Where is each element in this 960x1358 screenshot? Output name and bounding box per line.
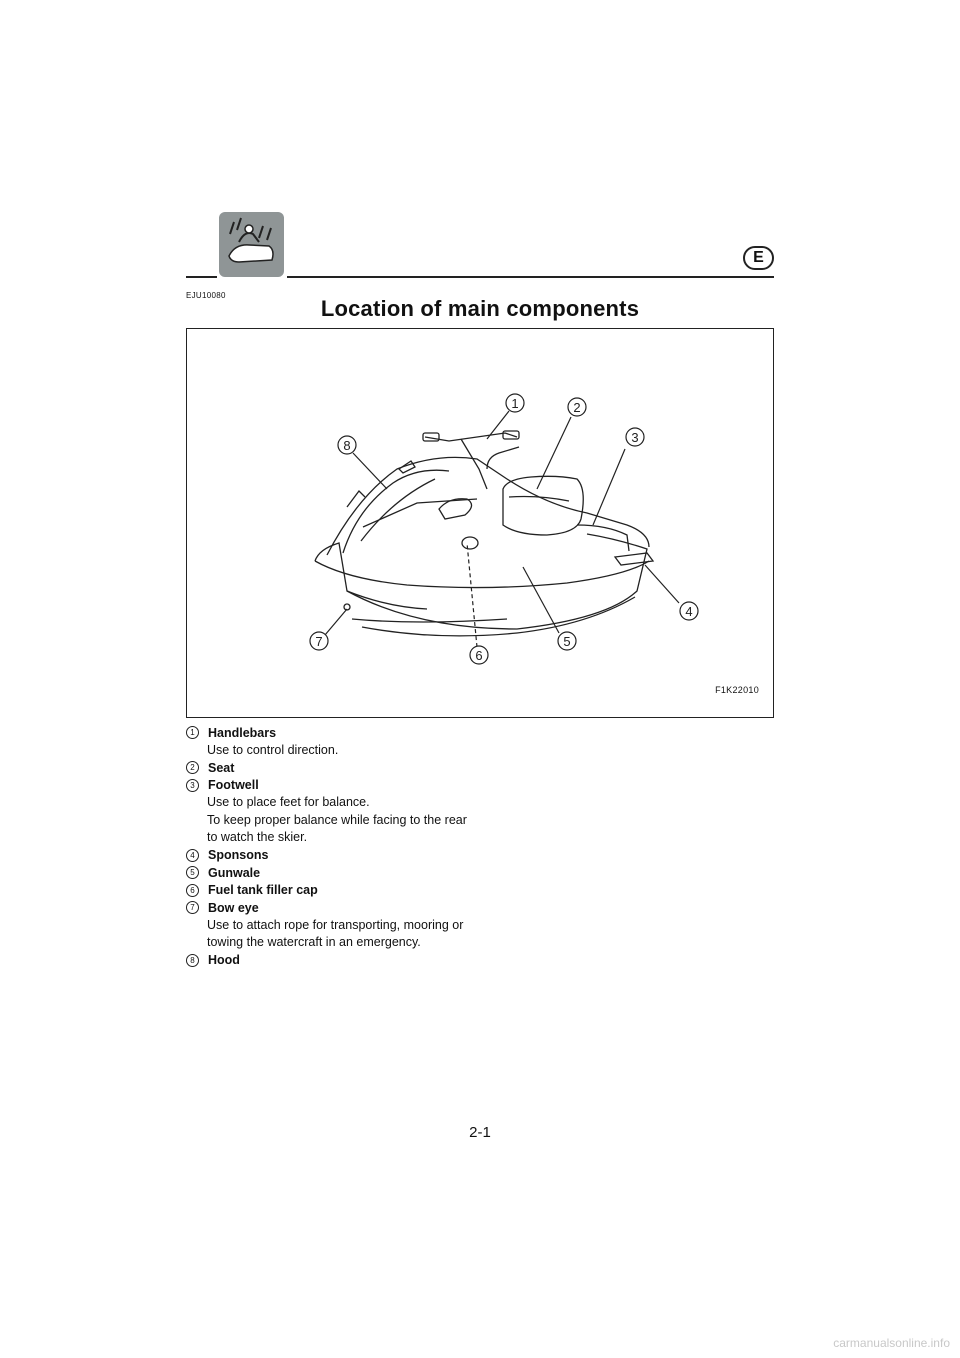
legend-item [186,759,506,777]
legend-item [186,864,506,882]
legend-label: Seat [208,760,235,775]
legend-label: Hood [208,953,240,968]
figure-code: F1K22010 [715,685,759,695]
legend-item [186,952,506,970]
callout-label: 4 [685,604,693,619]
legend-description: Use to control direction. [207,742,339,757]
component-legend [186,724,506,969]
legend-item [186,777,506,847]
legend-item [186,847,506,865]
legend-description: towing the watercraft in an emergency. [207,935,421,949]
legend-label: Handlebars [208,725,277,740]
legend-description: Use to place feet for balance. [207,795,370,809]
legend-number: 4 [186,849,199,862]
legend-number: 7 [186,901,199,914]
legend-description: To keep proper balance while facing to the rear [207,812,467,827]
legend-number: 6 [186,884,199,897]
document-code: EJU10080 [186,291,226,300]
callout-label: 8 [343,438,351,453]
callout-label: 3 [631,430,639,445]
watercraft-illustration [187,329,775,719]
header-rule [287,276,774,278]
watercraft-rider-icon [219,212,284,277]
legend-number: 2 [186,761,199,774]
callout-label: 5 [563,634,571,649]
callout-label: 6 [475,648,483,663]
legend-item [186,724,506,759]
page-title: Location of main components [320,296,640,321]
legend-label: Gunwale [208,865,261,880]
legend-description: Use to attach rope for transporting, mooring or [207,917,464,932]
legend-item [186,899,506,952]
legend-label: Footwell [208,778,259,793]
callout-label: 7 [315,634,323,649]
callout-label: 2 [573,400,581,415]
legend-number: 3 [186,779,199,792]
legend-number: 5 [186,866,199,879]
callout-label: 1 [511,396,519,411]
legend-label: Bow eye [208,900,259,915]
header-rule [186,276,217,278]
language-badge: E [743,246,774,270]
component-figure [186,328,774,718]
page-number: 2-1 [469,1124,491,1141]
legend-number: 1 [186,726,199,739]
legend-label: Sponsons [208,848,269,863]
legend-number: 8 [186,954,199,967]
legend-item [186,882,506,900]
watermark: carmanualsonline.info [833,1336,950,1350]
legend-description: to watch the skier. [207,830,308,844]
legend-label: Fuel tank filler cap [208,883,318,898]
